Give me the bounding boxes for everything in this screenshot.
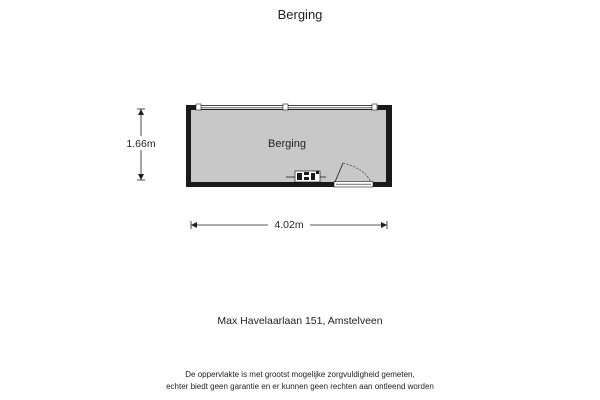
page-title: Berging: [277, 7, 323, 22]
height-dimension-label: 1.66m: [126, 138, 156, 150]
window-icon: [196, 104, 378, 110]
width-dimension: [191, 217, 387, 231]
height-dimension: [122, 109, 160, 180]
width-dimension-label: 4.02m: [274, 219, 304, 231]
address: Max Havelaarlaan 151, Amstelveen: [217, 315, 383, 327]
room-label: Berging: [268, 138, 306, 150]
disclaimer-line-2: echter biedt geen garantie en er kunnen geen rechten aan ontleend worden: [166, 382, 434, 391]
disclaimer: [0, 369, 600, 393]
disclaimer-line-1: De oppervlakte is met grootst mogelijke zorgvuldigheid gemeten,: [185, 370, 415, 379]
